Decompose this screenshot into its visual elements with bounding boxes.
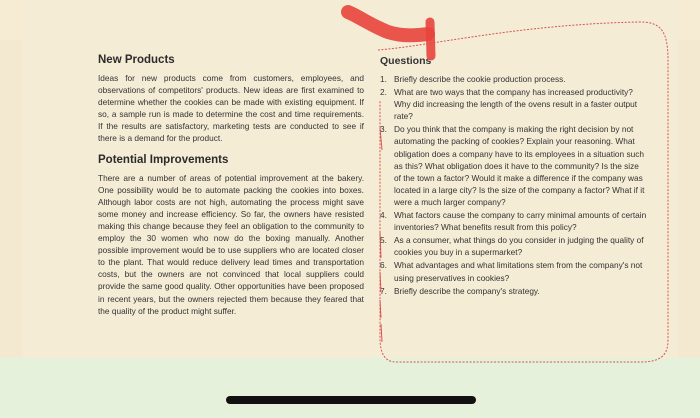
highlighter-tail [430, 22, 431, 56]
question-number: 1. [380, 74, 387, 84]
potential-improvements-text: There are a number of areas of potential improvement at the bakery. One possibility would be to automate packing the cookies into boxes. Although labor costs are not high, automating the process might save some money and increase efficiency. So far, the owners have resisted making this change because they feel an obligation to the community to employ the 30 women who now do the boxing manually. Another possible improvement would be to use suppliers who are located closer to the plant. That would reduce delivery lead times and transportation costs, but the owners are not convinced that local suppliers could provide the same good quality. Other opportunities have been proposed in recent years, but the owners rejected them because they feared that the quality of the product might suffer. [98, 172, 364, 316]
question-number: 3. [380, 124, 387, 135]
question-number: 7. [380, 285, 387, 296]
potential-improvements-heading: Potential Improvements [98, 153, 229, 166]
question-text: As a consumer, what things do you consider in judging the quality of cookies you buy in a supermarket? [394, 235, 644, 258]
annotation-number-tick [380, 128, 382, 342]
new-products-text: Ideas for new products come from customers, employees, and observations of competitors' products. New ideas are first examined to determine whether the cookies can be made with existing equipment. If so, a sample run is made to determine the cost and time requirements. If the results are satisfactory, marketing tests are conducted to see if there is a demand for the product. [98, 73, 364, 144]
scrollbar-thumb[interactable] [226, 396, 476, 404]
question-number: 5. [380, 235, 387, 246]
question-number: 4. [380, 210, 387, 221]
annotation-box [378, 22, 668, 362]
question-text: Briefly describe the cookie production process. [394, 74, 566, 84]
questions-title: Questions [380, 55, 432, 67]
question-text: Do you think that the company is making the right decision by not automating the packing of cookies? Explain your reasoning. What obligation does a company have to its employees in a situation such as this? What obligation does it have to the community? Is the size of the town a factor? Would it make a difference if the company was located in a large city? Is the size of the company a factor? What if it were a much larger company? [394, 124, 645, 207]
question-text: What advantages and what limitations stem from the company's not using preservatives in cookies? [394, 260, 643, 283]
question-text: What factors cause the company to carry minimal amounts of certain inventories? What benefits result from this policy? [394, 210, 647, 233]
question-text: What are two ways that the company has increased productivity? Why did increasing the length of the ovens result in a faster output rate? [394, 87, 638, 122]
question-text: Briefly describe the company's strategy. [394, 285, 540, 296]
new-products-heading: New Products [98, 54, 175, 66]
question-number: 2. [380, 87, 387, 98]
question-number: 6. [380, 260, 387, 271]
highlighter-stroke [348, 12, 428, 35]
